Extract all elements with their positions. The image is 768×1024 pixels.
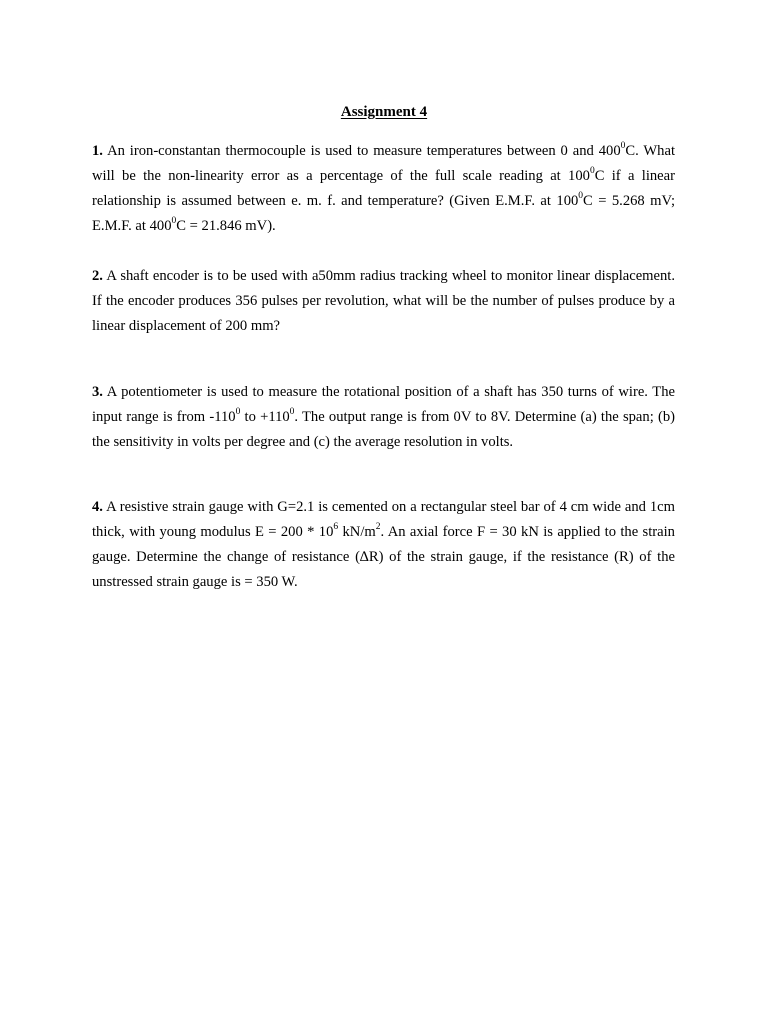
question-text-segment: . The output range is from 0V to 8V. Determine (a) the span; (b) the sensitivity in volts per degree and (c) the average resolution in volts.: [92, 409, 675, 450]
question-text-segment: A potentiometer is used to measure the rotational position of a shaft has 350 turns of wire. The input range is from -110: [92, 384, 675, 425]
superscript: 2: [375, 522, 381, 533]
document-title: [0, 101, 768, 123]
question-1: [92, 139, 675, 239]
question-number: 3.: [92, 384, 103, 400]
question-text-segment: C. What will be the non-linearity error as a percentage of the full scale reading at 100: [92, 143, 676, 184]
superscript: 0: [289, 407, 295, 418]
question-text-segment: . An axial force F = 30 kN is applied to the strain gauge. Determine the change of resistance (∆R) of the strain gauge, if the resistance (R) of the unstressed strain gauge is = 350 W.: [92, 524, 675, 590]
question-text-segment: A shaft encoder is to be used with a50mm radius tracking wheel to monitor linear displacement. If the encoder produces 356 pulses per revolution, what will be the number of pulses produce by a linear displacement of 200 mm?: [92, 268, 676, 334]
document-title-text: Assignment 4: [340, 104, 428, 120]
superscript: 0: [578, 191, 584, 202]
question-text: [92, 268, 675, 334]
question-4: [92, 495, 675, 595]
question-text-segment: to +110: [240, 409, 290, 425]
question-text-segment: kN/m: [338, 524, 376, 540]
superscript: 0: [235, 407, 241, 418]
question-number: 1.: [92, 143, 103, 159]
question-text-segment: A resistive strain gauge with G=2.1 is cemented on a rectangular steel bar of 4 cm wide and 1cm thick, with young modulus E = 200 * 10: [92, 499, 675, 540]
question-text: [92, 499, 675, 590]
question-number: 4.: [92, 499, 103, 515]
question-text: [92, 143, 675, 234]
superscript: 0: [589, 166, 595, 177]
superscript: 6: [333, 522, 339, 533]
question-text-segment: C = 21.846 mV).: [176, 218, 276, 234]
question-text-segment: C = 5.268 mV; E.M.F. at 400: [92, 193, 676, 234]
question-2: [92, 264, 675, 339]
superscript: 0: [171, 216, 177, 227]
question-text: [92, 384, 675, 450]
question-text-segment: C if a linear relationship is assumed between e. m. f. and temperature? (Given E.M.F. at 100: [92, 168, 675, 209]
question-text-segment: An iron-constantan thermocouple is used to measure temperatures between 0 and 400: [107, 143, 621, 159]
question-number: 2.: [92, 268, 103, 284]
superscript: 0: [620, 141, 626, 152]
question-3: [92, 380, 675, 455]
